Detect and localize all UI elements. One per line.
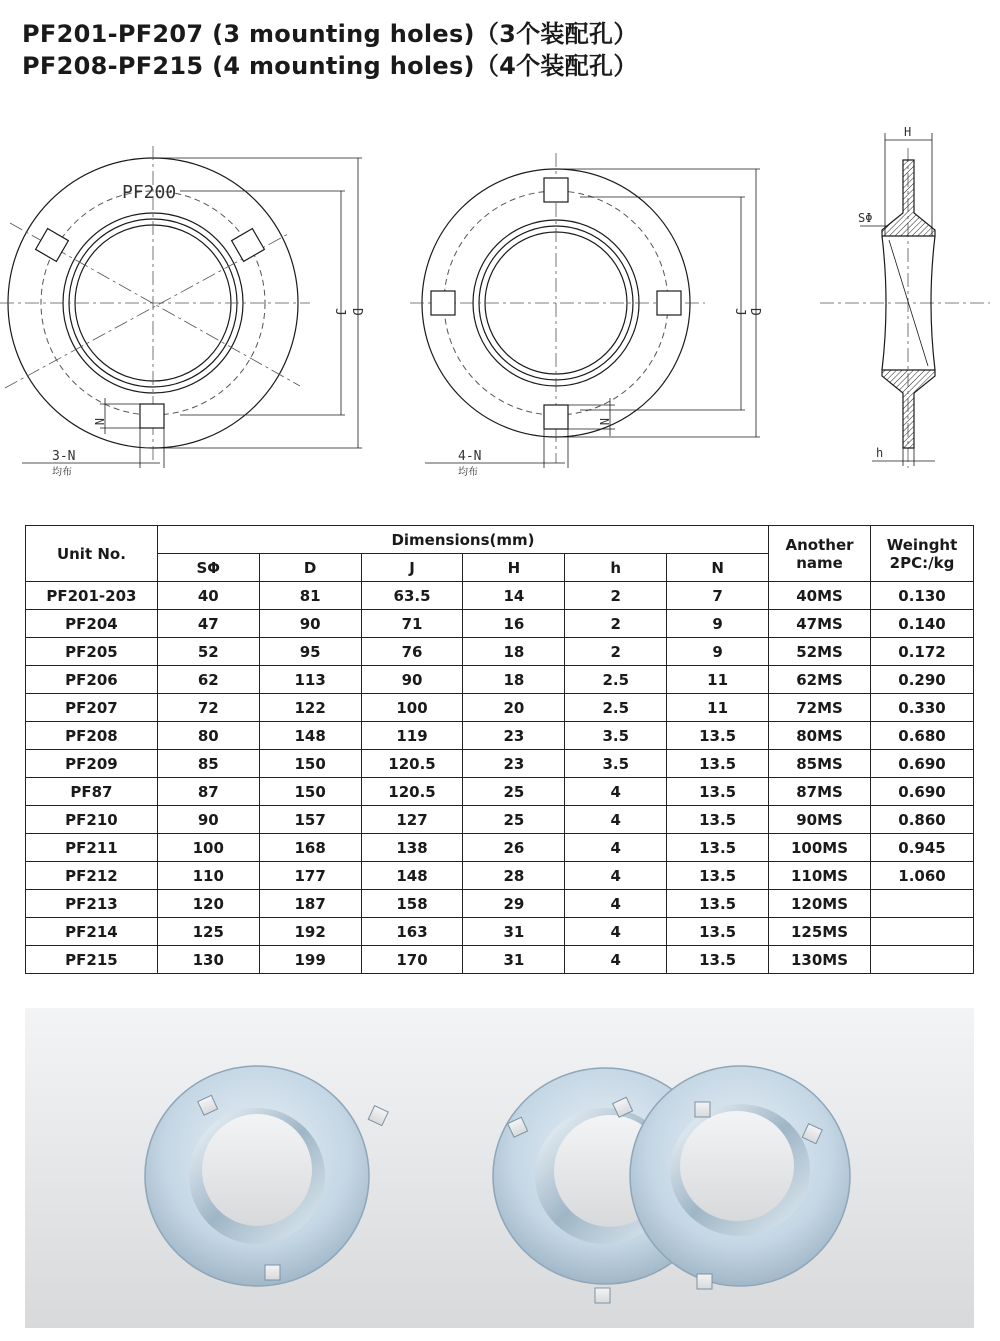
- table-row: [26, 582, 974, 610]
- cell-d: 168: [259, 834, 361, 862]
- cell-another-name: 87MS: [769, 778, 871, 806]
- cell-j: 119: [361, 722, 463, 750]
- cell-weight: [870, 946, 973, 974]
- cell-d: 187: [259, 890, 361, 918]
- dim-s-label: SΦ: [858, 211, 873, 225]
- cell-n: 13.5: [667, 806, 769, 834]
- cell-h: 4: [565, 890, 667, 918]
- cell-unit-no: PF210: [26, 806, 158, 834]
- cell-another-name: 62MS: [769, 666, 871, 694]
- cell-s-phi: 120: [157, 890, 259, 918]
- cell-d: 150: [259, 778, 361, 806]
- cell-s-phi: 87: [157, 778, 259, 806]
- cell-h: 4: [565, 918, 667, 946]
- cell-another-name: 85MS: [769, 750, 871, 778]
- holes-3-label: 3-N: [52, 449, 76, 464]
- cell-h: 4: [565, 778, 667, 806]
- table-row: [26, 890, 974, 918]
- flange-3-hole-drawing: [0, 146, 362, 468]
- cell-n: 13.5: [667, 722, 769, 750]
- header-n: N: [667, 554, 769, 582]
- cell-unit-no: PF204: [26, 610, 158, 638]
- cell-n: 13.5: [667, 778, 769, 806]
- cell-j: 138: [361, 834, 463, 862]
- cell-weight: 0.945: [870, 834, 973, 862]
- header-s: SΦ: [157, 554, 259, 582]
- cell-another-name: 120MS: [769, 890, 871, 918]
- cell-j: 63.5: [361, 582, 463, 610]
- header-unit-no: Unit No.: [26, 526, 158, 582]
- cell-n: 11: [667, 666, 769, 694]
- cell-s-phi: 110: [157, 862, 259, 890]
- cell-unit-no: PF207: [26, 694, 158, 722]
- cell-s-phi: 100: [157, 834, 259, 862]
- cell-n: 13.5: [667, 834, 769, 862]
- cell-weight: 0.690: [870, 778, 973, 806]
- cell-n: 9: [667, 610, 769, 638]
- holes-note-2: 均布: [458, 467, 478, 478]
- cell-H: 26: [463, 834, 565, 862]
- dim-j-label-1: J: [332, 308, 347, 316]
- cell-H: 29: [463, 890, 565, 918]
- header-another-line1: Another: [785, 535, 854, 554]
- cell-weight: [870, 918, 973, 946]
- cell-j: 120.5: [361, 750, 463, 778]
- cell-h: 3.5: [565, 750, 667, 778]
- table-row: [26, 862, 974, 890]
- cell-h: 2.5: [565, 666, 667, 694]
- header-weight-line1: Weinght: [886, 535, 958, 554]
- cell-H: 31: [463, 918, 565, 946]
- holes-note-1: 均布: [52, 467, 72, 478]
- cell-unit-no: PF209: [26, 750, 158, 778]
- dim-d-label-1: D: [349, 308, 364, 316]
- cell-H: 18: [463, 638, 565, 666]
- header-another-line2: name: [796, 553, 843, 572]
- cell-s-phi: 90: [157, 806, 259, 834]
- page-title-line-1: PF201-PF207 (3 mounting holes)（3个装配孔）: [22, 20, 638, 48]
- cell-h: 2: [565, 638, 667, 666]
- cell-weight: [870, 890, 973, 918]
- page-title-line-2: PF208-PF215 (4 mounting holes)（4个装配孔）: [22, 52, 638, 80]
- table-row: [26, 834, 974, 862]
- cell-H: 20: [463, 694, 565, 722]
- cell-another-name: 47MS: [769, 610, 871, 638]
- cell-n: 7: [667, 582, 769, 610]
- flange-4-hole-drawing: [410, 153, 760, 468]
- cell-unit-no: PF208: [26, 722, 158, 750]
- table-row: [26, 666, 974, 694]
- cell-weight: 0.140: [870, 610, 973, 638]
- table-row: [26, 610, 974, 638]
- cell-another-name: 40MS: [769, 582, 871, 610]
- cell-H: 25: [463, 778, 565, 806]
- cell-another-name: 80MS: [769, 722, 871, 750]
- cell-H: 28: [463, 862, 565, 890]
- cell-unit-no: PF205: [26, 638, 158, 666]
- cell-j: 148: [361, 862, 463, 890]
- cell-j: 90: [361, 666, 463, 694]
- dim-n-label-1: N: [92, 418, 106, 426]
- header-weight-line2: 2PC:/kg: [889, 553, 955, 572]
- cell-j: 170: [361, 946, 463, 974]
- cell-unit-no: PF213: [26, 890, 158, 918]
- cell-j: 163: [361, 918, 463, 946]
- cell-d: 199: [259, 946, 361, 974]
- header-j: J: [361, 554, 463, 582]
- cell-j: 100: [361, 694, 463, 722]
- header-H: H: [463, 554, 565, 582]
- cell-j: 76: [361, 638, 463, 666]
- dim-j-label-2: J: [732, 308, 747, 316]
- cell-s-phi: 125: [157, 918, 259, 946]
- dim-d-label-2: D: [747, 308, 762, 316]
- cell-d: 192: [259, 918, 361, 946]
- dim-h-upper-label: H: [904, 125, 912, 139]
- cell-unit-no: PF215: [26, 946, 158, 974]
- cell-H: 23: [463, 750, 565, 778]
- cell-h: 4: [565, 946, 667, 974]
- cell-h: 4: [565, 806, 667, 834]
- cell-d: 150: [259, 750, 361, 778]
- cell-H: 23: [463, 722, 565, 750]
- cell-s-phi: 80: [157, 722, 259, 750]
- header-another-name: [769, 526, 871, 582]
- cell-d: 95: [259, 638, 361, 666]
- cell-d: 113: [259, 666, 361, 694]
- cell-unit-no: PF201-203: [26, 582, 158, 610]
- product-photo: [25, 1008, 974, 1328]
- table-row: [26, 722, 974, 750]
- cell-s-phi: 40: [157, 582, 259, 610]
- table-row: [26, 946, 974, 974]
- cell-unit-no: PF212: [26, 862, 158, 890]
- cell-j: 158: [361, 890, 463, 918]
- cell-n: 13.5: [667, 946, 769, 974]
- cell-s-phi: 85: [157, 750, 259, 778]
- cell-another-name: 125MS: [769, 918, 871, 946]
- cell-another-name: 100MS: [769, 834, 871, 862]
- cell-another-name: 130MS: [769, 946, 871, 974]
- cell-h: 4: [565, 862, 667, 890]
- header-h: h: [565, 554, 667, 582]
- dim-h-lower-label: h: [876, 446, 884, 460]
- table-row: [26, 778, 974, 806]
- cell-unit-no: PF206: [26, 666, 158, 694]
- table-row: [26, 638, 974, 666]
- holes-4-label: 4-N: [458, 449, 482, 464]
- cell-s-phi: 62: [157, 666, 259, 694]
- cell-another-name: 72MS: [769, 694, 871, 722]
- cell-d: 90: [259, 610, 361, 638]
- header-dimensions: Dimensions(mm): [157, 526, 768, 554]
- cell-d: 157: [259, 806, 361, 834]
- cell-H: 16: [463, 610, 565, 638]
- cell-s-phi: 52: [157, 638, 259, 666]
- cell-H: 25: [463, 806, 565, 834]
- table-row: [26, 694, 974, 722]
- table-row: [26, 918, 974, 946]
- cell-h: 4: [565, 834, 667, 862]
- cell-n: 13.5: [667, 890, 769, 918]
- cell-s-phi: 47: [157, 610, 259, 638]
- cell-d: 122: [259, 694, 361, 722]
- cell-n: 13.5: [667, 862, 769, 890]
- cell-n: 13.5: [667, 918, 769, 946]
- cell-h: 2: [565, 582, 667, 610]
- technical-drawing: [0, 118, 1000, 478]
- cell-s-phi: 72: [157, 694, 259, 722]
- cell-n: 9: [667, 638, 769, 666]
- cell-j: 120.5: [361, 778, 463, 806]
- cell-s-phi: 130: [157, 946, 259, 974]
- cell-weight: 0.130: [870, 582, 973, 610]
- cell-weight: 0.172: [870, 638, 973, 666]
- cell-j: 127: [361, 806, 463, 834]
- cell-weight: 1.060: [870, 862, 973, 890]
- cell-d: 81: [259, 582, 361, 610]
- cell-unit-no: PF211: [26, 834, 158, 862]
- spec-table-body: [26, 582, 974, 974]
- cell-H: 31: [463, 946, 565, 974]
- cell-another-name: 110MS: [769, 862, 871, 890]
- table-row: [26, 806, 974, 834]
- cell-weight: 0.690: [870, 750, 973, 778]
- cell-weight: 0.860: [870, 806, 973, 834]
- header-weight: [870, 526, 973, 582]
- cell-another-name: 90MS: [769, 806, 871, 834]
- cell-weight: 0.680: [870, 722, 973, 750]
- cell-unit-no: PF214: [26, 918, 158, 946]
- table-row: [26, 750, 974, 778]
- cell-h: 3.5: [565, 722, 667, 750]
- cell-j: 71: [361, 610, 463, 638]
- cell-unit-no: PF87: [26, 778, 158, 806]
- cell-n: 13.5: [667, 750, 769, 778]
- flange-section-drawing: [820, 133, 990, 468]
- cell-H: 18: [463, 666, 565, 694]
- cell-d: 148: [259, 722, 361, 750]
- dim-n-label-2: N: [597, 418, 611, 426]
- spec-table: [25, 525, 974, 974]
- cell-H: 14: [463, 582, 565, 610]
- cell-h: 2: [565, 610, 667, 638]
- cell-n: 11: [667, 694, 769, 722]
- cell-d: 177: [259, 862, 361, 890]
- cell-h: 2.5: [565, 694, 667, 722]
- header-d: D: [259, 554, 361, 582]
- part-label: PF200: [122, 182, 177, 203]
- cell-weight: 0.290: [870, 666, 973, 694]
- cell-another-name: 52MS: [769, 638, 871, 666]
- cell-weight: 0.330: [870, 694, 973, 722]
